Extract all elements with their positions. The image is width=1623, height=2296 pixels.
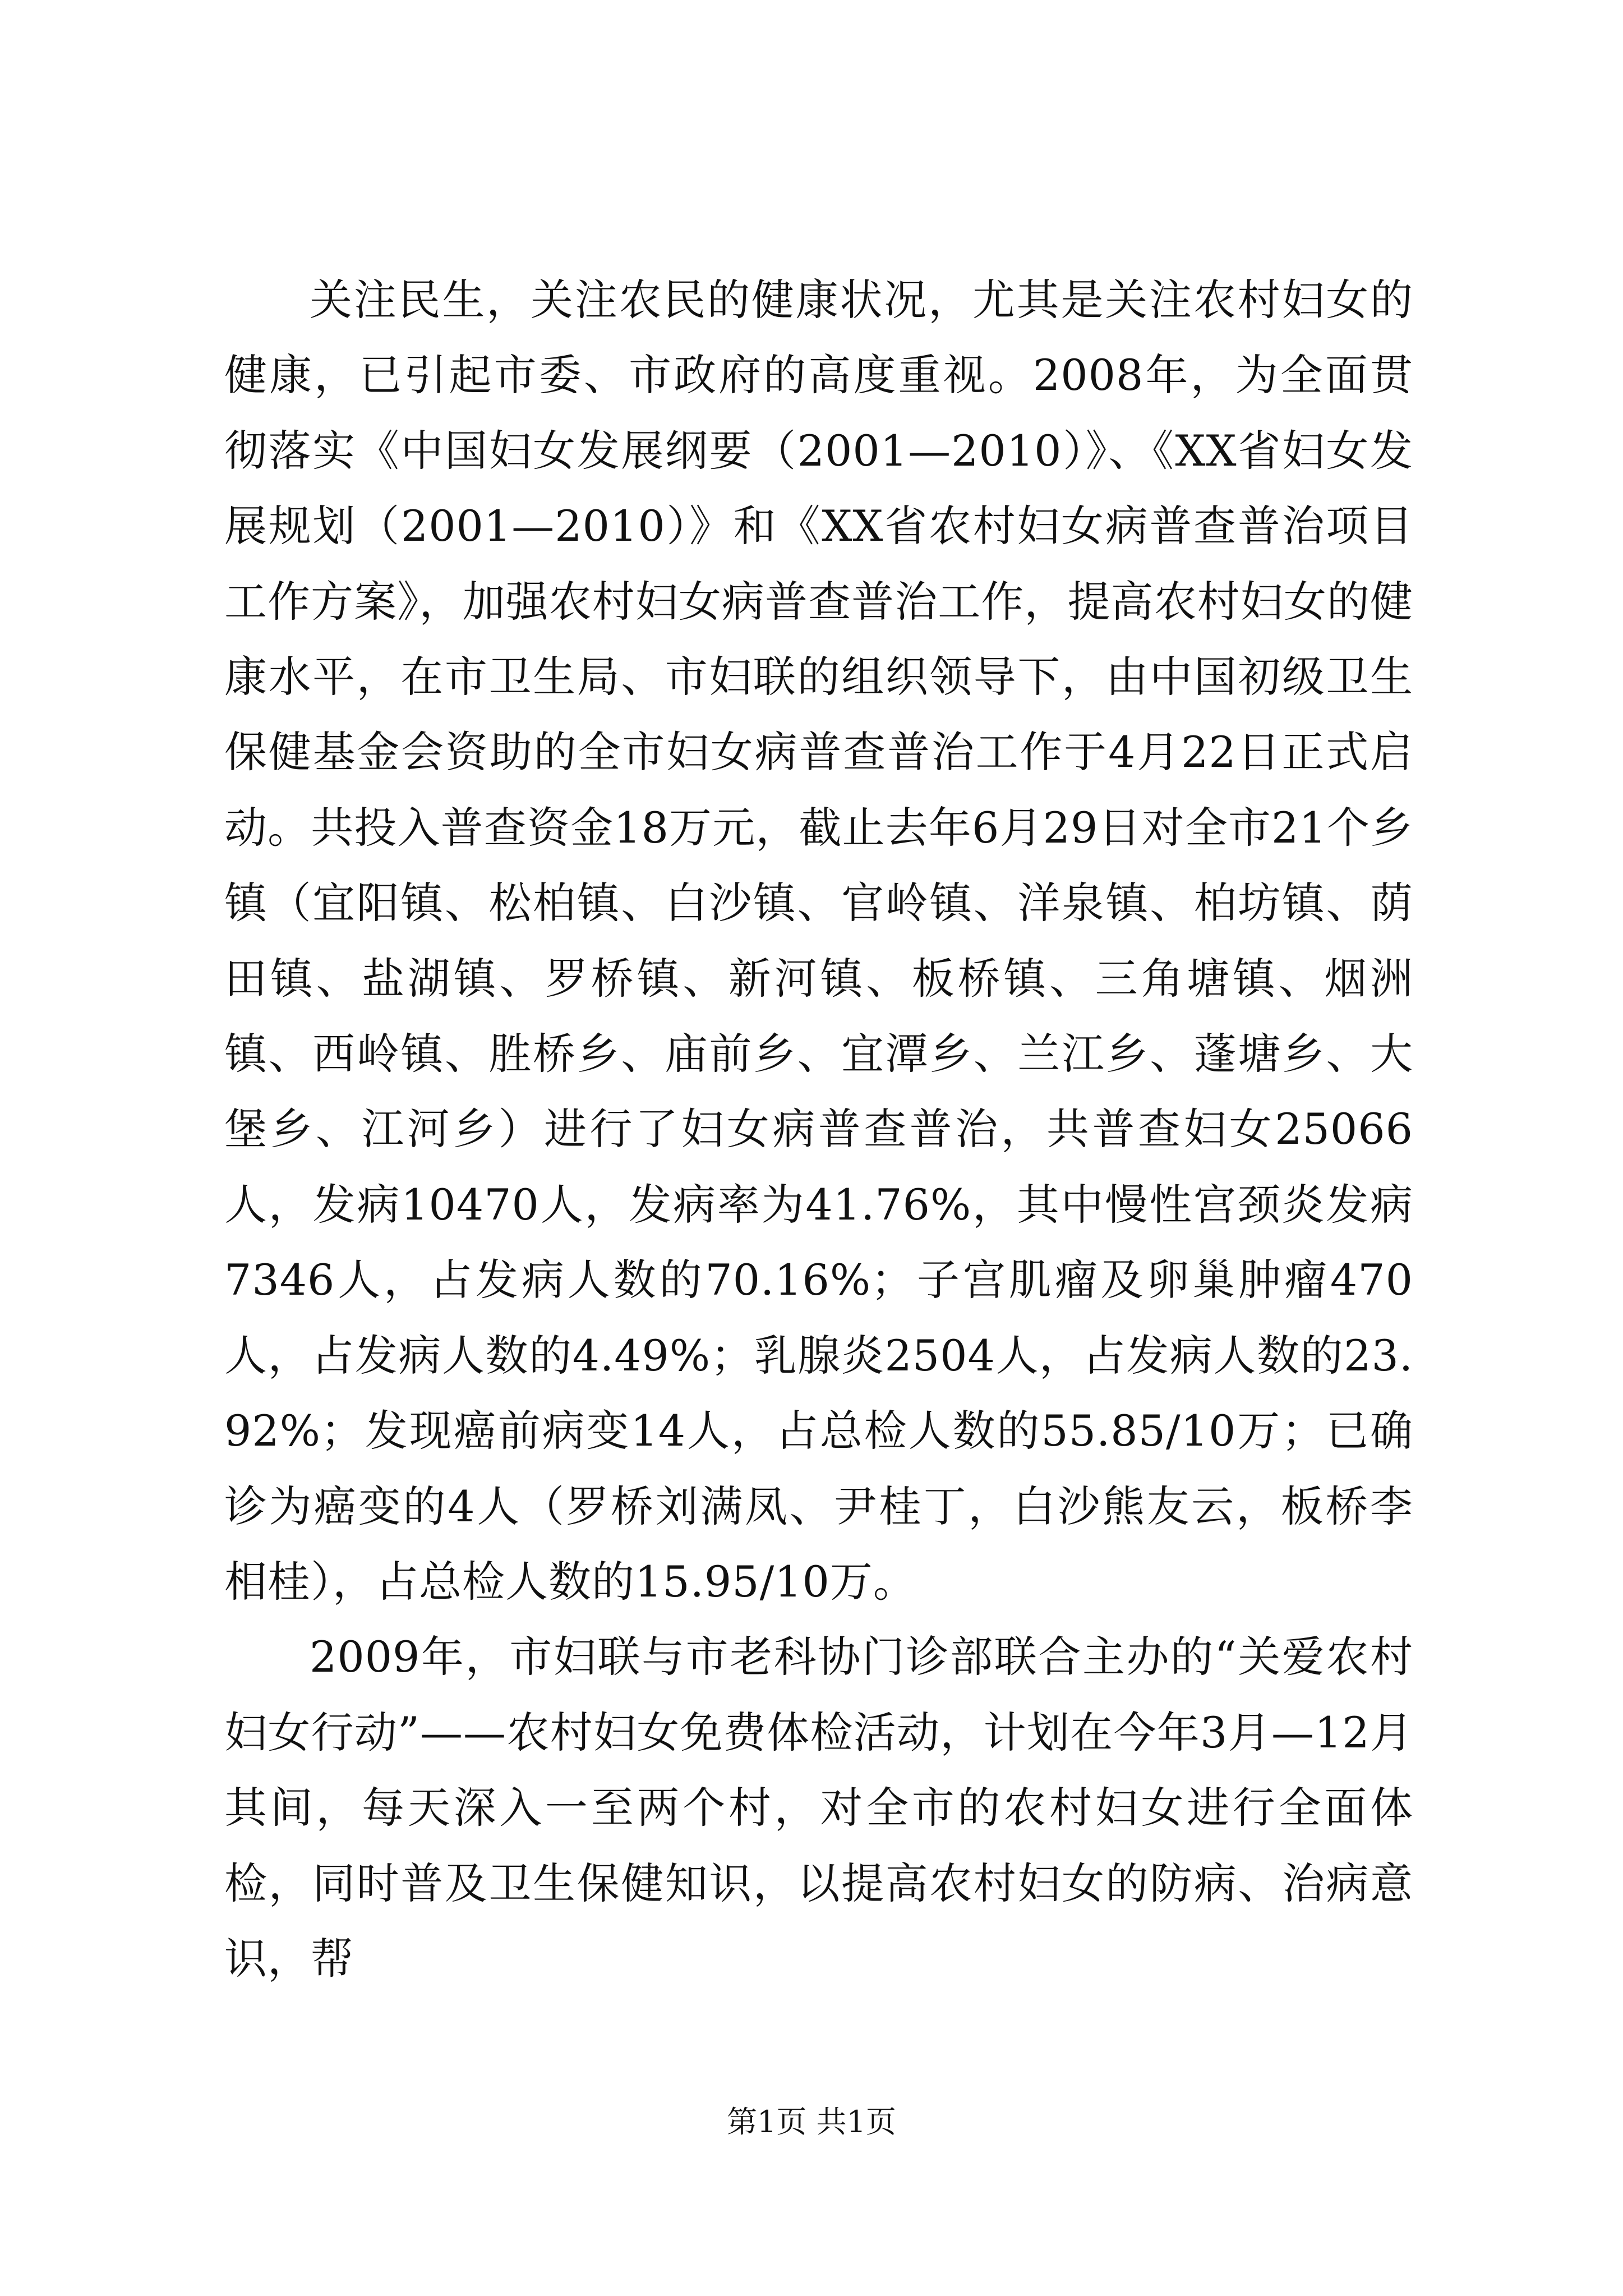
document-body (224, 263, 1413, 1996)
paragraph-1: 关注民生，关注农民的健康状况，尤其是关注农村妇女的健康，已引起市委、市政府的高度重视。2008年，为全面贯彻落实《中国妇女发展纲要（2001—2010）》、《XX省妇女发展规划（2001—2010）》和《XX省农村妇女病普查普治项目工作方案》，加强农村妇女病普查普治工作，提高农村妇女的健康水平，在市卫生局、市妇联的组织领导下，由中国初级卫生保健基金会资助的全市妇女病普查普治工作于4月22日正式启动。共投入普查资金18万元，截止去年6月29日对全市21个乡镇（宜阳镇、松柏镇、白沙镇、官岭镇、洋泉镇、柏坊镇、荫田镇、盐湖镇、罗桥镇、新河镇、板桥镇、三角塘镇、烟洲镇、西岭镇、胜桥乡、庙前乡、宜潭乡、兰江乡、蓬塘乡、大堡乡、江河乡）进行了妇女病普查普治，共普查妇女25066人，发病10470人，发病率为41.76%，其中慢性宫颈炎发病7346人，占发病人数的70.16%；子宫肌瘤及卵巢肿瘤470人，占发病人数的4.49%；乳腺炎2504人，占发病人数的23.92%；发现癌前病变14人，占总检人数的55.85/10万；已确诊为癌变的4人（罗桥刘满凤、尹桂丁，白沙熊友云，板桥李相桂），占总检人数的15.95/10万。 (224, 275, 1413, 1607)
paragraph-2: 2009年，市妇联与市老科协门诊部联合主办的“关爱农村妇女行动”——农村妇女免费体检活动，计划在今年3月—12月其间，每天深入一至两个村，对全市的农村妇女进行全面体检，同时普及卫生保健知识，以提高农村妇女的防病、治病意识，帮 (224, 1632, 1413, 1984)
page-footer: 第1页 共1页 (727, 2104, 896, 2139)
